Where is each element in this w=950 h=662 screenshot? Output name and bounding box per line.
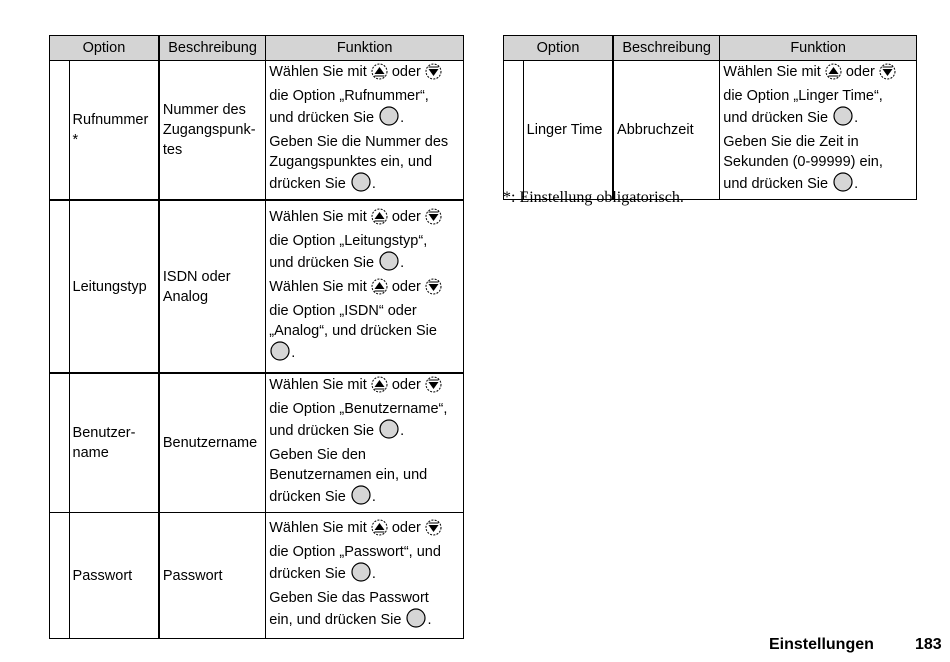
cell-line: Abbruchzeit: [617, 122, 694, 138]
nav-up-icon: [371, 63, 388, 86]
function-text: und drücken Sie: [269, 423, 379, 439]
function-line: [723, 86, 913, 106]
function-line: [269, 152, 460, 172]
cell-line: Leitungstyp: [72, 278, 147, 295]
cell-line: Zugangspunk-: [162, 122, 256, 138]
function-line: [269, 445, 460, 465]
ok-button-icon: [350, 562, 372, 588]
function-cell: [266, 200, 464, 373]
function-text: die Option „Benutzername“,: [269, 401, 448, 417]
cell-line: Nummer des: [162, 102, 246, 118]
function-line: [269, 251, 460, 277]
function-cell: [266, 61, 464, 201]
cell-line: Passwort: [162, 567, 223, 584]
nav-down-icon: [425, 519, 442, 542]
function-text: ein, und drücken Sie: [269, 611, 406, 628]
header-option: Option: [50, 36, 159, 61]
ok-button-icon: [378, 251, 400, 277]
function-text: Geben Sie die Zeit in: [723, 134, 859, 150]
function-text: .: [427, 611, 432, 628]
function-line: [269, 231, 460, 251]
nav-down-icon: [425, 278, 442, 301]
cell-line: name: [72, 445, 109, 461]
function-line: [269, 375, 460, 399]
ok-button-icon: [832, 106, 854, 132]
function-line: [269, 106, 460, 132]
function-line: [269, 485, 460, 511]
cell-line: *: [72, 132, 79, 148]
function-text: Wählen Sie mit: [723, 64, 825, 80]
function-text: die Option „Rufnummer“,: [269, 88, 429, 104]
function-text: .: [400, 423, 405, 439]
function-line: [269, 321, 460, 341]
function-text: drücken Sie: [269, 489, 350, 505]
function-text: .: [854, 110, 859, 126]
function-text: Wählen Sie mit: [269, 519, 371, 536]
function-text: oder: [387, 64, 425, 80]
table-row: [50, 373, 464, 513]
header-function: Funktion: [720, 36, 917, 61]
function-line: [269, 172, 460, 198]
table-row: [50, 61, 464, 201]
function-text: .: [400, 110, 405, 126]
function-line: [269, 301, 460, 321]
function-text: .: [371, 489, 376, 505]
header-description: Beschreibung: [159, 36, 266, 61]
function-text: und drücken Sie: [723, 176, 833, 192]
function-text: oder: [841, 64, 879, 80]
function-text: „Analog“, und drücken Sie: [269, 322, 437, 339]
ok-button-icon: [350, 172, 372, 198]
nav-down-icon: [425, 63, 442, 86]
function-text: Geben Sie die Nummer des: [269, 134, 449, 150]
function-text: Benutzernamen ein, und: [269, 467, 428, 483]
function-cell: [266, 513, 464, 639]
function-text: drücken Sie: [269, 565, 350, 582]
page-number: 183: [915, 636, 942, 653]
function-text: die Option „Leitungstyp“,: [269, 232, 428, 249]
function-line: [269, 562, 460, 588]
cell-line: Rufnummer: [72, 112, 149, 128]
nav-down-icon: [425, 208, 442, 231]
option-cell: [69, 200, 159, 373]
function-line: [269, 608, 460, 634]
function-text: die Option „Passwort“, und: [269, 543, 441, 560]
function-text: die Option „ISDN“ oder: [269, 302, 417, 319]
function-line: [269, 419, 460, 445]
function-line: [269, 207, 460, 231]
function-line: [269, 62, 460, 86]
function-line: [269, 277, 460, 301]
function-text: Zugangspunktes ein, und: [269, 154, 433, 170]
function-text: Geben Sie den: [269, 447, 366, 463]
function-text: Geben Sie das Passwort: [269, 589, 429, 606]
cell-line: Benutzername: [162, 435, 258, 451]
cell-line: Analog: [162, 288, 209, 305]
function-line: [269, 588, 460, 608]
ok-button-icon: [378, 419, 400, 445]
function-line: [269, 465, 460, 485]
function-cell: [720, 61, 917, 200]
function-text: oder: [387, 377, 425, 393]
ok-button-icon: [350, 485, 372, 511]
ok-button-icon: [269, 341, 291, 367]
function-text: .: [371, 565, 376, 582]
function-line: [269, 518, 460, 542]
function-text: und drücken Sie: [269, 110, 379, 126]
function-text: Wählen Sie mit: [269, 208, 371, 225]
description-cell: [613, 61, 720, 200]
function-cell: [266, 373, 464, 513]
function-text: oder: [387, 278, 425, 295]
function-line: [269, 399, 460, 419]
footer-section-title: Einstellungen: [769, 636, 874, 653]
table-row: [50, 200, 464, 373]
description-cell: [159, 61, 266, 201]
function-line: [723, 62, 913, 86]
option-cell: [69, 373, 159, 513]
function-text: .: [371, 176, 376, 192]
function-text: und drücken Sie: [269, 254, 379, 271]
function-text: .: [854, 176, 859, 192]
cell-line: ISDN oder: [162, 268, 231, 285]
function-line: [723, 132, 913, 152]
option-cell: [69, 61, 159, 201]
ok-button-icon: [378, 106, 400, 132]
table-row: [504, 61, 917, 200]
settings-table-right: [503, 35, 917, 200]
nav-up-icon: [371, 208, 388, 231]
function-text: .: [400, 254, 405, 271]
function-line: [269, 341, 460, 367]
nav-down-icon: [879, 63, 896, 86]
option-cell: [523, 61, 613, 200]
function-text: Wählen Sie mit: [269, 64, 371, 80]
function-text: Sekunden (0-99999) ein,: [723, 154, 883, 170]
function-line: [269, 132, 460, 152]
header-function: Funktion: [266, 36, 464, 61]
cell-line: Benutzer-: [72, 425, 136, 441]
nav-up-icon: [371, 278, 388, 301]
function-text: oder: [387, 208, 425, 225]
footnote: *: Einstellung obligatorisch.: [503, 189, 684, 206]
nav-up-icon: [371, 376, 388, 399]
function-text: .: [291, 344, 296, 361]
header-option: Option: [504, 36, 614, 61]
settings-table-left: [49, 35, 464, 639]
function-text: oder: [387, 519, 425, 536]
header-description: Beschreibung: [613, 36, 720, 61]
function-line: [723, 172, 913, 198]
description-cell: [159, 513, 266, 639]
ok-button-icon: [832, 172, 854, 198]
function-line: [269, 542, 460, 562]
nav-up-icon: [371, 519, 388, 542]
function-text: Wählen Sie mit: [269, 278, 371, 295]
function-text: und drücken Sie: [723, 110, 833, 126]
function-text: die Option „Linger Time“,: [723, 88, 883, 104]
cell-line: tes: [162, 142, 183, 158]
function-line: [269, 86, 460, 106]
cell-line: Linger Time: [526, 122, 603, 138]
cell-line: Passwort: [72, 567, 133, 584]
function-text: drücken Sie: [269, 176, 350, 192]
description-cell: [159, 200, 266, 373]
table-row: [50, 513, 464, 639]
function-line: [723, 106, 913, 132]
function-line: [723, 152, 913, 172]
function-text: Wählen Sie mit: [269, 377, 371, 393]
nav-down-icon: [425, 376, 442, 399]
ok-button-icon: [405, 608, 427, 634]
nav-up-icon: [825, 63, 842, 86]
option-cell: [69, 513, 159, 639]
description-cell: [159, 373, 266, 513]
